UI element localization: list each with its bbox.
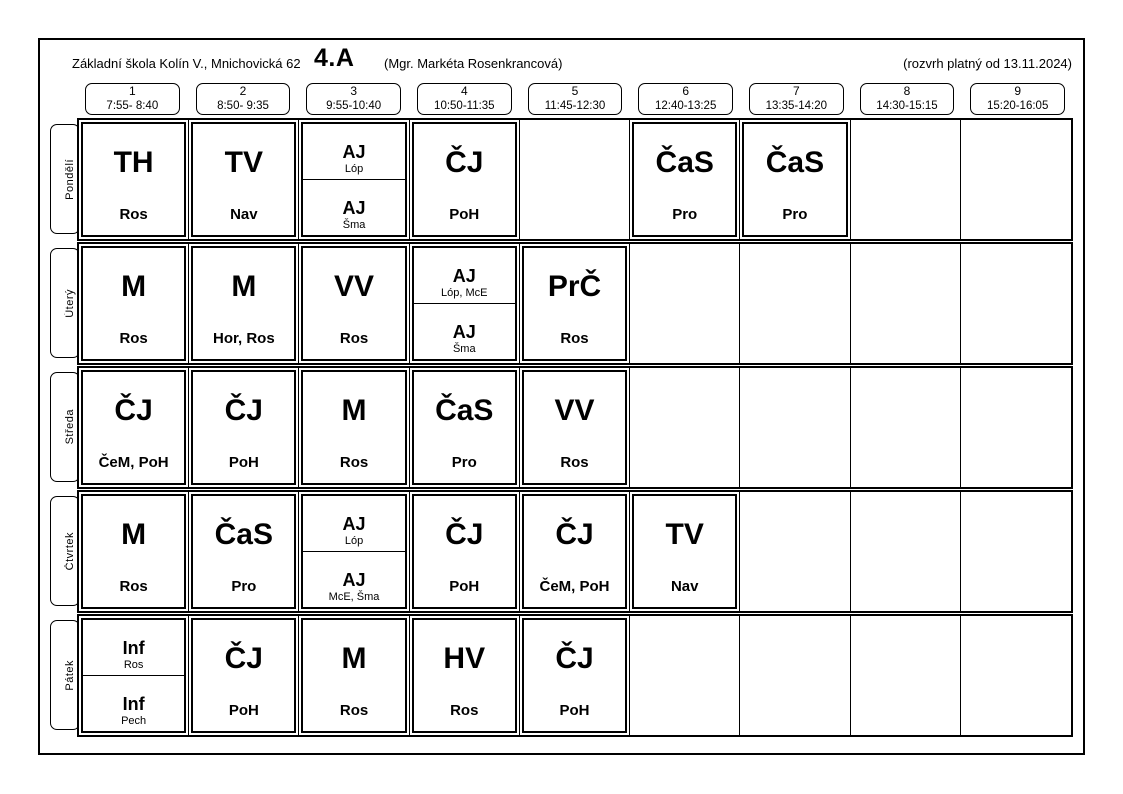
- period-time: 8:50- 9:35: [217, 100, 269, 112]
- lesson-group: [83, 620, 184, 676]
- period-number: 3: [350, 84, 357, 98]
- teacher-label: PoH: [449, 578, 480, 595]
- period-header-1: [85, 83, 180, 115]
- subject-label: AJ: [342, 570, 366, 590]
- subject-label: ČaS: [655, 146, 714, 179]
- day-row-wrap: [63, 366, 1073, 490]
- teacher-label: Pro: [451, 454, 477, 471]
- subject-label: M: [341, 642, 367, 675]
- subject-label: VV: [554, 394, 595, 427]
- lesson-group: [303, 496, 404, 552]
- day-row: [77, 366, 1073, 489]
- period-number: 6: [682, 84, 689, 98]
- period-time: 9:55-10:40: [326, 100, 382, 112]
- period-number: 2: [239, 84, 247, 98]
- teacher-label: PoH: [228, 454, 259, 471]
- lesson-cell: [961, 120, 1071, 239]
- period-header-2: [196, 83, 291, 115]
- lesson-group: [303, 552, 404, 607]
- teacher-label: Hor, Ros: [212, 330, 275, 347]
- period-header-row: [77, 83, 1073, 115]
- teacher-label: Ros: [119, 578, 148, 595]
- lesson-group: [303, 124, 404, 180]
- period-header-6: [638, 83, 733, 115]
- lesson-card: [81, 246, 186, 361]
- teacher-label: ČeM, PoH: [539, 578, 610, 595]
- lesson-card: [522, 494, 627, 609]
- subject-label: PrČ: [547, 270, 602, 303]
- lesson-cell: [851, 120, 961, 239]
- lesson-cell: [520, 368, 630, 487]
- lesson-card: [301, 370, 406, 485]
- lesson-cell: [520, 492, 630, 611]
- period-number: 5: [571, 84, 579, 98]
- subject-label: ČJ: [555, 642, 594, 675]
- lesson-card: [191, 494, 296, 609]
- school-name: Základní škola Kolín V., Mnichovická 62: [72, 56, 301, 71]
- lesson-card: [412, 494, 517, 609]
- teacher-label: Pech: [121, 715, 147, 727]
- subject-label: TV: [665, 518, 704, 551]
- lesson-cell: [740, 492, 850, 611]
- lesson-card: [81, 370, 186, 485]
- period-header-8: [860, 83, 955, 115]
- teacher-label: Lóp, McE: [441, 287, 488, 299]
- period-time: 14:30-15:15: [876, 100, 938, 112]
- lesson-card: [522, 246, 627, 361]
- lesson-cell: [851, 368, 961, 487]
- lesson-cell: [79, 368, 189, 487]
- lesson-card: [301, 246, 406, 361]
- class-title: 4.A: [314, 44, 355, 72]
- subject-label: ČJ: [114, 394, 153, 427]
- teacher-label: Lóp: [344, 163, 364, 175]
- subject-label: AJ: [452, 266, 476, 286]
- teacher-label: Pro: [231, 578, 257, 595]
- teacher-label: Ros: [119, 206, 148, 223]
- lesson-card-split: [412, 246, 517, 361]
- lesson-cell: [79, 244, 189, 363]
- teacher-label: Nav: [230, 206, 258, 223]
- lesson-card: [522, 618, 627, 733]
- day-label: Úterý: [63, 288, 76, 318]
- lesson-cell: [520, 616, 630, 735]
- lesson-cell: [299, 244, 409, 363]
- teacher-label: Ros: [339, 702, 369, 719]
- lesson-cell: [79, 492, 189, 611]
- lesson-card-split: [301, 122, 406, 237]
- period-header-9: [970, 83, 1065, 115]
- timetable-grid: [63, 118, 1073, 738]
- lesson-cell: [740, 244, 850, 363]
- day-label-tab: [50, 372, 80, 482]
- lesson-cell: [520, 244, 630, 363]
- teacher-label: Ros: [123, 659, 144, 671]
- lesson-card: [742, 122, 847, 237]
- period-header-5: [528, 83, 623, 115]
- subject-label: ČJ: [224, 394, 263, 427]
- day-row: [77, 614, 1073, 737]
- lesson-cell: [740, 120, 850, 239]
- lesson-cell: [189, 120, 299, 239]
- lesson-group: [414, 304, 515, 359]
- lesson-cell: [410, 368, 520, 487]
- lesson-card: [191, 370, 296, 485]
- teacher-label: Ros: [560, 454, 589, 471]
- subject-label: Inf: [122, 638, 145, 658]
- subject-label: Inf: [122, 694, 145, 714]
- subject-label: AJ: [452, 322, 476, 342]
- lesson-card: [522, 370, 627, 485]
- lesson-cell: [79, 616, 189, 735]
- day-row-wrap: [63, 490, 1073, 614]
- period-time: 13:35-14:20: [765, 100, 828, 112]
- lesson-cell: [961, 492, 1071, 611]
- subject-label: TV: [224, 146, 263, 179]
- period-header-4: [417, 83, 512, 115]
- lesson-card: [191, 122, 296, 237]
- lesson-cell: [740, 616, 850, 735]
- subject-label: AJ: [342, 514, 366, 534]
- teacher-label: McE, Šma: [328, 591, 380, 603]
- subject-label: ČaS: [214, 518, 273, 551]
- lesson-cell: [189, 244, 299, 363]
- lesson-cell: [630, 244, 740, 363]
- teacher-label: Nav: [670, 578, 699, 595]
- lesson-cell: [961, 244, 1071, 363]
- subject-label: ČJ: [224, 642, 263, 675]
- lesson-card: [632, 122, 737, 237]
- subject-label: ČaS: [765, 146, 825, 179]
- period-time: 7:55- 8:40: [106, 100, 159, 112]
- subject-label: ČJ: [445, 146, 484, 179]
- lesson-cell: [520, 120, 630, 239]
- teacher-label: Ros: [339, 454, 369, 471]
- subject-label: M: [231, 270, 257, 303]
- subject-label: M: [121, 270, 147, 303]
- lesson-cell: [630, 616, 740, 735]
- lesson-cell: [410, 244, 520, 363]
- subject-label: TH: [113, 146, 154, 179]
- lesson-cell: [189, 368, 299, 487]
- period-number: 4: [460, 84, 468, 98]
- lesson-cell: [961, 616, 1071, 735]
- teacher-label: Lóp: [344, 535, 364, 547]
- class-teacher-name: (Mgr. Markéta Rosenkrancová): [384, 56, 563, 71]
- teacher-label: Šma: [452, 343, 476, 355]
- period-time: 11:45-12:30: [544, 100, 606, 112]
- subject-label: AJ: [342, 142, 366, 162]
- period-number: 1: [128, 84, 136, 98]
- period-time: 12:40-13:25: [654, 100, 717, 112]
- lesson-card: [412, 122, 517, 237]
- lesson-cell: [851, 244, 961, 363]
- teacher-label: Ros: [450, 702, 479, 719]
- lesson-cell: [630, 492, 740, 611]
- lesson-card-split: [81, 618, 186, 733]
- lesson-card: [81, 494, 186, 609]
- lesson-cell: [299, 120, 409, 239]
- day-row: [77, 242, 1073, 365]
- day-label-tab: [50, 496, 80, 606]
- day-label-tab: [50, 124, 80, 234]
- lesson-card-split: [301, 494, 406, 609]
- teacher-label: Ros: [560, 330, 589, 347]
- period-time: 15:20-16:05: [986, 100, 1049, 112]
- lesson-card: [81, 122, 186, 237]
- day-label-tab: [50, 620, 80, 730]
- period-time: 10:50-11:35: [434, 100, 495, 112]
- subject-label: M: [341, 394, 367, 427]
- teacher-label: Ros: [339, 330, 369, 347]
- day-label: Pátek: [63, 659, 76, 691]
- lesson-cell: [961, 368, 1071, 487]
- day-row: [77, 490, 1073, 613]
- lesson-cell: [299, 616, 409, 735]
- teacher-label: Pro: [782, 206, 808, 223]
- lesson-card: [191, 618, 296, 733]
- day-label: Čtvrtek: [63, 531, 76, 571]
- lesson-cell: [189, 616, 299, 735]
- lesson-cell: [410, 120, 520, 239]
- lesson-card: [301, 618, 406, 733]
- subject-label: M: [121, 518, 147, 551]
- timetable-frame: [38, 38, 1085, 755]
- lesson-cell: [410, 492, 520, 611]
- lesson-card: [412, 618, 517, 733]
- subject-label: ČJ: [445, 518, 484, 551]
- day-row-wrap: [63, 242, 1073, 366]
- period-number: 7: [792, 84, 800, 98]
- subject-label: ČJ: [555, 518, 594, 551]
- subject-label: HV: [443, 642, 486, 675]
- teacher-label: PoH: [449, 206, 480, 223]
- day-row-wrap: [63, 614, 1073, 738]
- lesson-cell: [740, 368, 850, 487]
- day-row-wrap: [63, 118, 1073, 242]
- period-header-3: [306, 83, 401, 115]
- lesson-cell: [410, 616, 520, 735]
- lesson-card: [632, 494, 737, 609]
- lesson-card: [412, 370, 517, 485]
- lesson-cell: [630, 120, 740, 239]
- period-number: 8: [903, 84, 911, 98]
- lesson-group: [414, 248, 515, 304]
- day-label: Středa: [63, 409, 76, 445]
- subject-label: AJ: [342, 198, 366, 218]
- lesson-card: [191, 246, 296, 361]
- teacher-label: Pro: [672, 206, 698, 223]
- lesson-cell: [299, 368, 409, 487]
- teacher-label: ČeM, PoH: [98, 454, 169, 471]
- subject-label: VV: [334, 270, 375, 303]
- schedule-validity: (rozvrh platný od 13.11.2024): [903, 56, 1072, 71]
- lesson-cell: [189, 492, 299, 611]
- lesson-cell: [79, 120, 189, 239]
- period-number: 9: [1014, 84, 1021, 98]
- lesson-group: [83, 676, 184, 731]
- day-row: [77, 118, 1073, 241]
- teacher-label: Šma: [342, 219, 366, 231]
- lesson-cell: [851, 492, 961, 611]
- lesson-cell: [299, 492, 409, 611]
- teacher-label: PoH: [559, 702, 590, 719]
- teacher-label: Ros: [119, 330, 148, 347]
- lesson-group: [303, 180, 404, 235]
- teacher-label: PoH: [228, 702, 259, 719]
- period-header-7: [749, 83, 844, 115]
- day-label: Pondělí: [63, 158, 76, 200]
- lesson-cell: [851, 616, 961, 735]
- lesson-cell: [630, 368, 740, 487]
- day-label-tab: [50, 248, 80, 358]
- subject-label: ČaS: [435, 394, 494, 427]
